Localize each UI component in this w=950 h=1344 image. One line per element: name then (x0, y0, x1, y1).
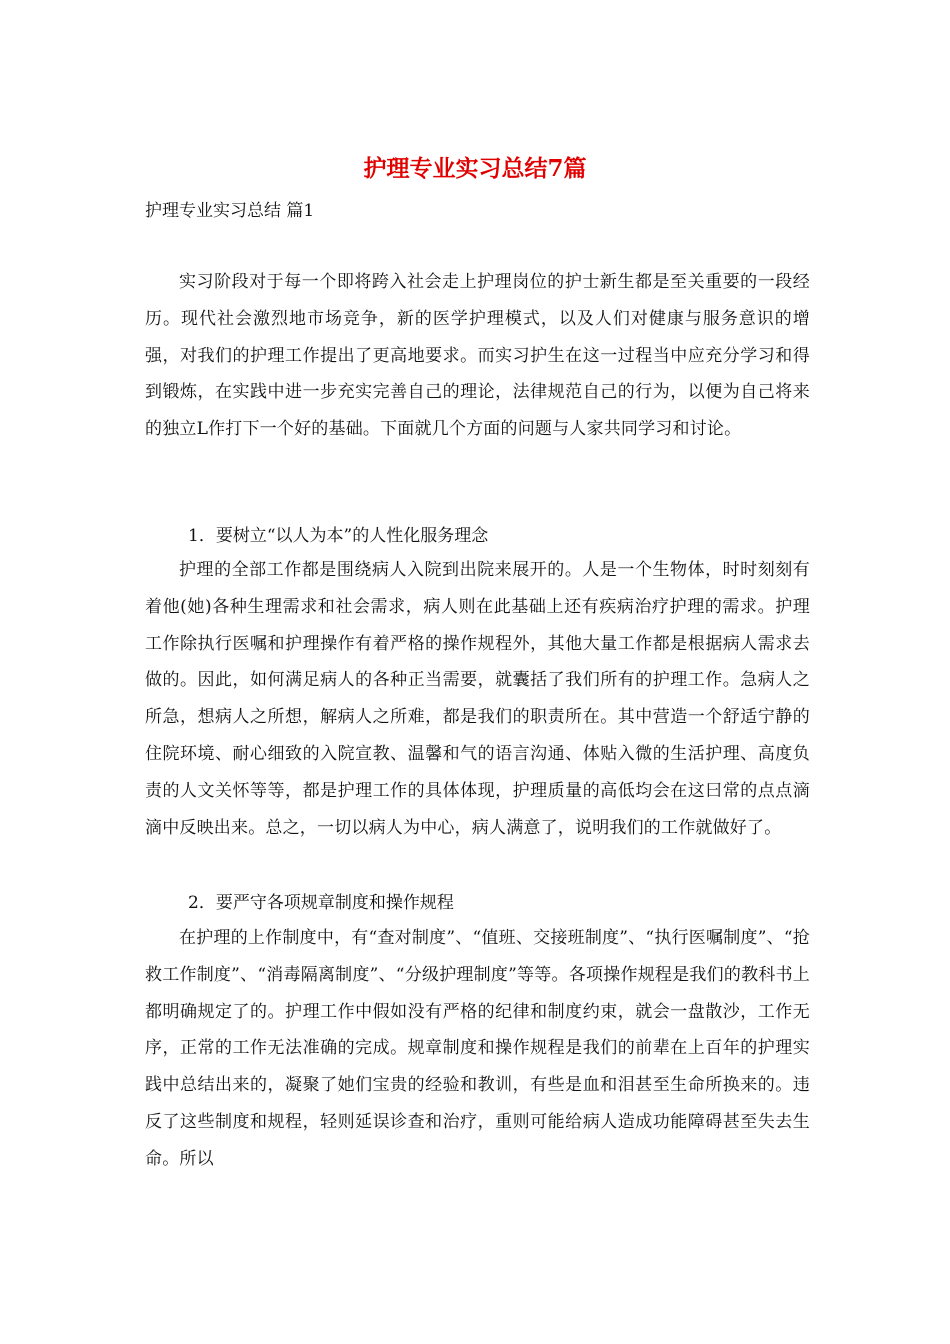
section-heading-1: 1．要树立“以人为本”的人性化服务理念 (188, 526, 489, 546)
section-paragraph-2: 在护理的上作制度中，有“查对制度”、“值班、交接班制度”、“执行医嘱制度”、“抢救工作制度”、“消毒隔离制度”、“分级护理制度”等等。各项操作规程是我们的教科书上都明确规定了的。护理工作中假如没有严格的纪律和制度约束，就会一盘散沙，工作无序，正常的工作无法准确的完成。规章制度和操作规程是我们的前辈在上百年的护理实践中总结出来的，凝聚了她们宝贵的经验和教训，有些是血和泪甚至生命所换来的。违反了这些制度和规程，轻则延误诊查和治疗，重则可能给病人造成功能障碍甚至失去生命。所以 (145, 928, 810, 1169)
intro-paragraph: 实习阶段对于每一个即将跨入社会走上护理岗位的护士新生都是至关重要的一段经历。现代社会激烈地市场竞争，新的医学护理模式，以及人们对健康与服务意识的增强，对我们的护理工作提出了更高地要求。而实习护生在这一过程当中应充分学习和得到锻炼，在实践中进一步充实完善自己的理论，法律规范自己的行为，以便为自己将来的独立L作打下一个好的基础。下面就几个方面的问题与人家共同学习和讨论。 (145, 272, 810, 440)
document-subheading: 护理专业实习总结 篇1 (145, 201, 315, 221)
section-heading-2: 2．要严守各项规章制度和操作规程 (188, 893, 454, 913)
section-paragraph-1: 护理的全部工作都是围绕病人入院到出院来展开的。人是一个生物体，时时刻刻有着他(她)各种生理需求和社会需求，病人则在此基础上还有疾病治疗护理的需求。护理工作除执行医嘱和护理操作有着严格的操作规程外，其他大量工作都是根据病人需求去做的。因此，如何满足病人的各种正当需要，就囊括了我们所有的护理工作。急病人之所急，想病人之所想，解病人之所难，都是我们的职责所在。其中营造一个舒适宁静的住院环境、耐心细致的入院宣教、温馨和气的语言沟通、体贴入微的生活护理、高度负责的人文关怀等等，都是护理工作的具体体现，护理质量的高低均会在这曰常的点点滴滴中反映出来。总之，一切以病人为中心，病人满意了，说明我们的工作就做好了。 (145, 560, 810, 838)
document-title: 护理专业实习总结7篇 (363, 155, 587, 182)
